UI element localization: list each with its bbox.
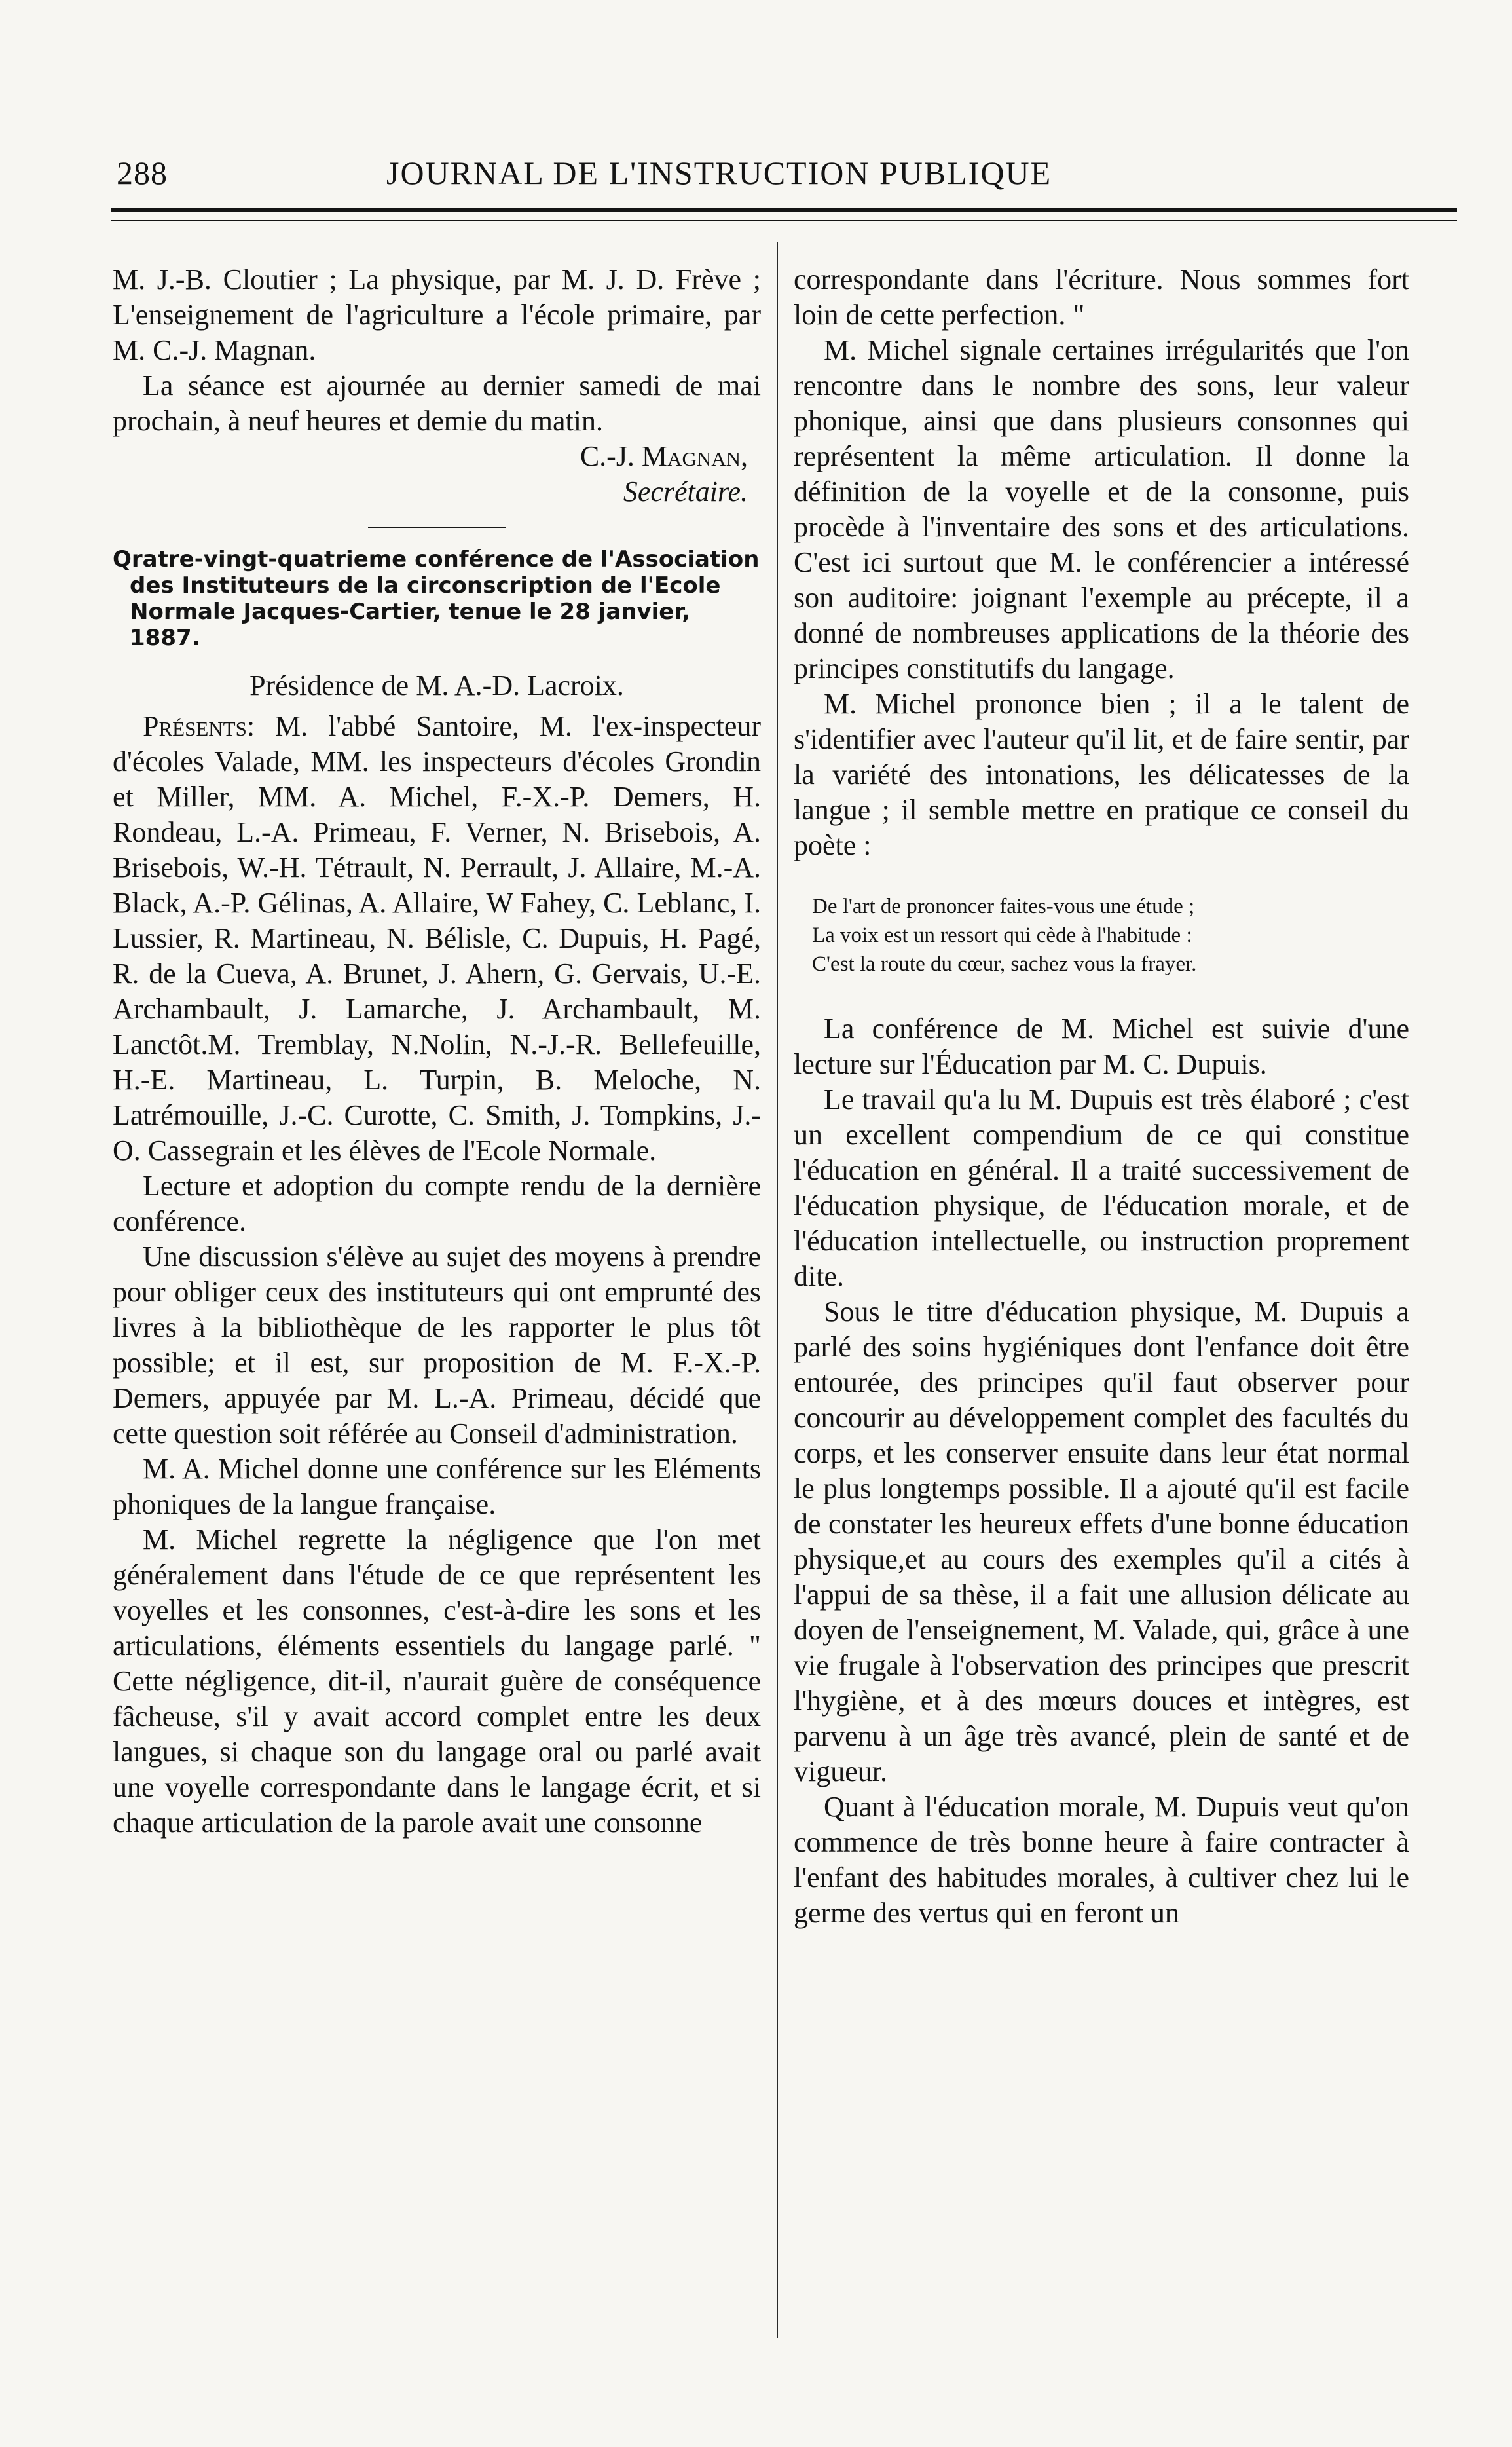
presents-label: Présents: — [143, 710, 255, 742]
header-rule-thin — [111, 220, 1457, 221]
section-divider — [368, 527, 506, 528]
pronunciation-paragraph: M. Michel prononce bien ; il a le talent de s'identifier avec l'auteur qu'il lit, et de faire sentir, par la variété des intonations, les délicatesses de la langue ; il semble mettre en pratique ce conseil du poète : — [794, 688, 1409, 861]
minutes-adoption-paragraph: Lecture et adoption du compte rendu de la dernière conférence. — [113, 1170, 761, 1237]
page-number: 288 — [117, 155, 168, 191]
signature-title: Secrétaire. — [623, 476, 748, 508]
moral-education-paragraph: Quant à l'éducation morale, M. Dupuis veut qu'on commence de très bonne heure à faire contracter à l'enfant des habitudes morales, à cultiver chez lui le germe des vertus qui en feront un — [794, 1791, 1409, 1929]
presidence-line: Présidence de M. A.-D. Lacroix. — [249, 669, 624, 701]
signature-name: C.-J. Magnan, — [580, 440, 748, 472]
poem-quote — [812, 892, 1409, 979]
adjournment-paragraph: La séance est ajournée au dernier samedi de mai prochain, à neuf heures et demie du matin. — [113, 369, 761, 437]
right-column — [794, 262, 1409, 1931]
physical-education-paragraph: Sous le titre d'éducation physique, M. Dupuis a parlé des soins hygiéniques dont l'enfance doit être entourée, des principes qu'il faut observer pour concourir au développement complet des facultés du corps, et les conserver ensuite dans leur état normal le plus longtemps possible. Il a ajouté qu'il est facile de constater les heureux effets d'une bonne éducation physique,et au cours des exemples qu'il a cités à l'appui de sa thèse, il a fait une allusion délicate au doyen de l'enseignement, M. Valade, qui, grâce à une vie frugale à l'observation des principes que prescrit l'hygiène, et à des mœurs douces et intègres, est parvenu à un âge très avancé, plein de santé et de vigueur. — [794, 1296, 1409, 1787]
poem-line: C'est la route du cœur, sachez vous la frayer. — [812, 952, 1197, 976]
left-column — [113, 262, 761, 1840]
michel-conference-paragraph: M. A. Michel donne une conférence sur les Eléments phoniques de la langue française. — [113, 1453, 761, 1520]
header-rule-thick — [111, 208, 1457, 212]
irregularities-paragraph: M. Michel signale certaines irrégularités que l'on rencontre dans le nombre des sons, leur valeur phonique, ainsi que dans plusieurs consonnes qui représentent la même articulation. Il donne la définition de la voyelle et de la consonne, puis procède à l'inventaire des sons et des articulations. C'est ici surtout que M. le conférencier a intéressé son auditoire: joignant l'exemple au précepte, il a donné de nombreuses applications de la théorie des principes constitutifs du langage. — [794, 334, 1409, 684]
dupuis-lecture-paragraph: La conférence de M. Michel est suivie d'une lecture sur l'Éducation par M. C. Dupuis. — [794, 1013, 1409, 1080]
michel-regret-paragraph: M. Michel regrette la négligence que l'on met généralement dans l'étude de ce que représentent les voyelles et les consonnes, c'est-à-dire les sons et les articulations, éléments essentiels du langage parlé. " Cette négligence, dit-il, n'aurait guère de conséquence fâcheuse, s'il y avait accord complet entre les deux langues, si chaque son du langage oral ou parlé avait une voyelle correspondante dans le langage écrit, et si chaque articulation de la parole avait une consonne — [113, 1523, 761, 1839]
running-head — [111, 154, 1414, 200]
library-discussion-paragraph: Une discussion s'élève au sujet des moyens à prendre pour obliger ceux des instituteurs qui ont emprunté des livres à la bibliothèque de les rapporter le plus tôt possible; et il est, sur proposition de M. F.-X.-P. Demers, appuyée par M. L.-A. Primeau, décidé que cette question soit référée au Conseil d'administration. — [113, 1241, 761, 1449]
journal-title: JOURNAL DE L'INSTRUCTION PUBLIQUE — [386, 155, 1052, 191]
conference-heading: Qratre-vingt-quatrieme conférence de l'Association des Instituteurs de la circonscription de l'Ecole Normale Jacques-Cartier, tenue le 28 janvier, 1887. — [113, 546, 760, 651]
education-work-paragraph: Le travail qu'a lu M. Dupuis est très élaboré ; c'est un excellent compendium de ce qui constitue l'éducation en général. Il a traité successivement de l'éducation physique, de l'éducation morale, et de l'éducation intellectuelle, ou instruction proprement dite. — [794, 1083, 1409, 1292]
previous-program-text: M. J.-B. Cloutier ; La physique, par M. J. D. Frève ; L'enseignement de l'agriculture a l'école primaire, par M. C.-J. Magnan. — [113, 263, 761, 366]
poem-line: De l'art de prononcer faites-vous une étude ; — [812, 895, 1195, 918]
poem-line: La voix est un ressort qui cède à l'habitude : — [812, 924, 1192, 947]
presents-paragraph — [113, 709, 761, 1168]
presents-list: M. l'abbé Santoire, M. l'ex-inspecteur d'écoles Valade, MM. les inspecteurs d'écoles Grondin et Miller, MM. A. Michel, F.-X.-P. Demers, H. Rondeau, L.-A. Primeau, F. Verner, N. Brisebois, A. Brisebois, W.-H. Tétrault, N. Perrault, J. Allaire, M.-A. Black, A.-P. Gélinas, A. Allaire, W Fahey, C. Leblanc, I. Lussier, R. Martineau, N. Bélisle, C. Dupuis, H. Pagé, R. de la Cueva, A. Brunet, J. Ahern, G. Gervais, U.-E. Archambault, J. Lamarche, J. Archambault, M. Lanctôt.M. Tremblay, N.Nolin, N.-J.-R. Bellefeuille, H.-E. Martineau, L. Turpin, B. Meloche, N. Latrémouille, J.-C. Curotte, C. Smith, J. Tompkins, J.-O. Cassegrain et les élèves de l'Ecole Normale. — [113, 710, 762, 1167]
column-divider — [777, 242, 778, 2338]
continuation-paragraph: correspondante dans l'écriture. Nous sommes fort loin de cette perfection. " — [794, 263, 1409, 331]
